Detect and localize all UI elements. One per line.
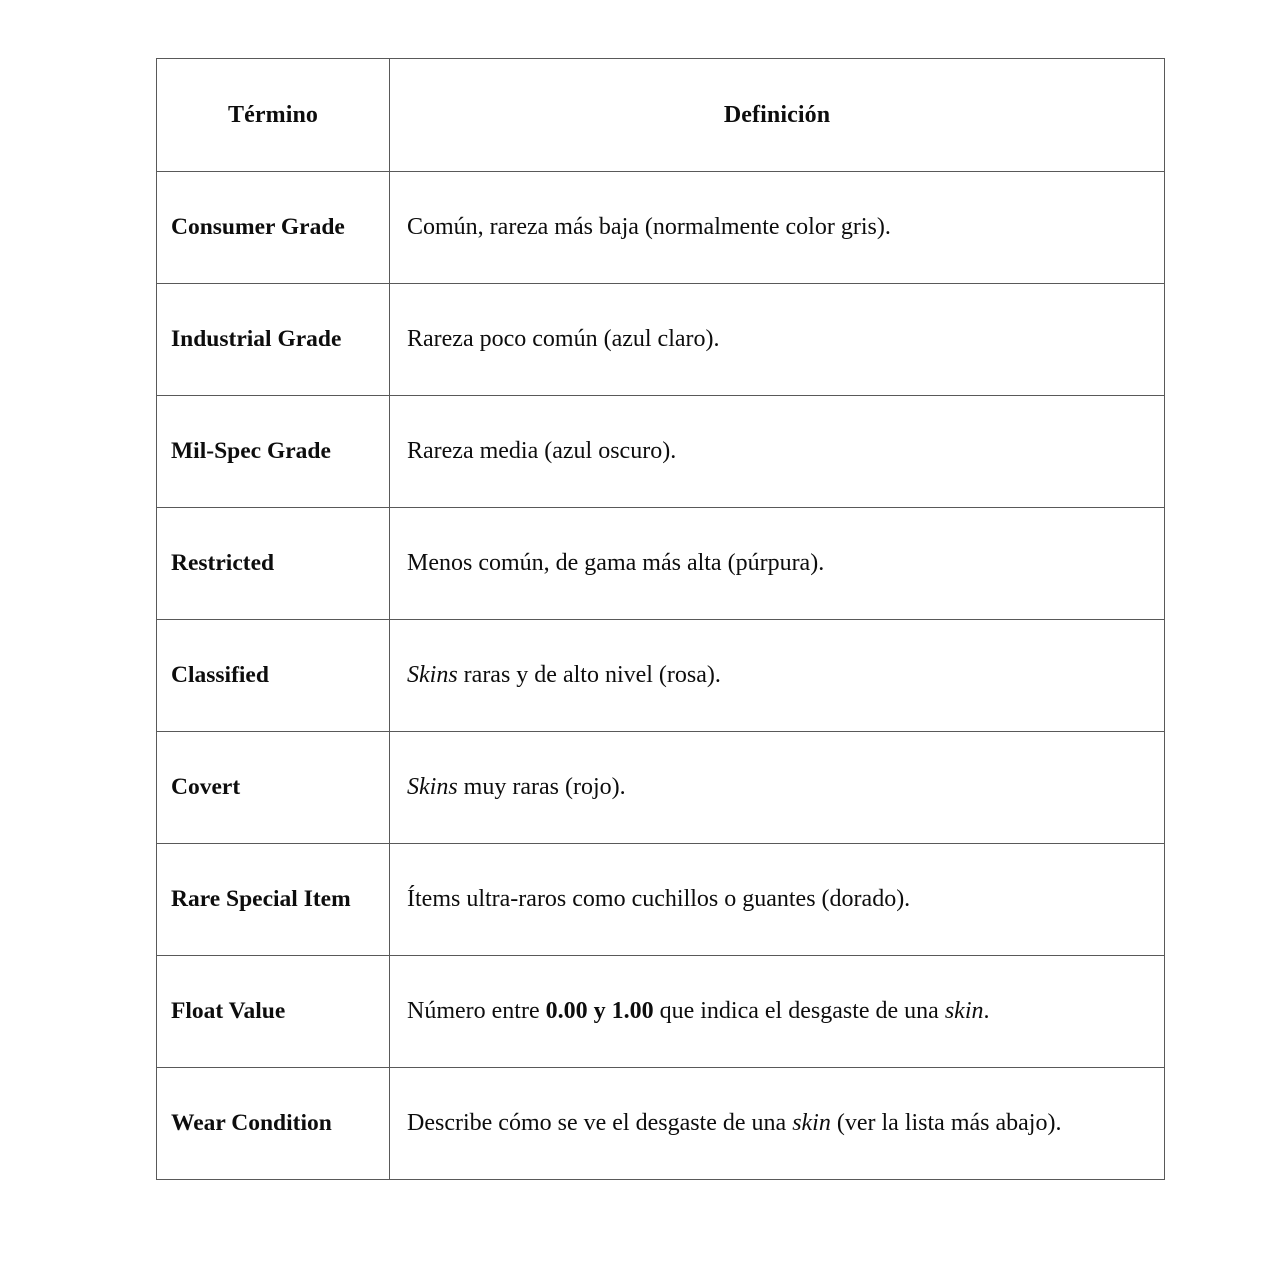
definition-cell (390, 732, 1165, 844)
glossary-table (156, 58, 1165, 1180)
table-row (157, 732, 1165, 844)
column-header-term (157, 59, 390, 172)
definition-text: Común, rareza más baja (normalmente color gris). (407, 213, 891, 240)
table-body (157, 172, 1165, 1180)
column-header-definition-label: Definición (723, 101, 831, 128)
definition-cell (390, 1068, 1165, 1180)
table-row (157, 508, 1165, 620)
definition-text: Rareza poco común (azul claro). (407, 325, 720, 352)
definition-cell (390, 172, 1165, 284)
definition-text-tail: raras y de alto nivel (rosa). (457, 661, 721, 688)
definition-text: Rareza media (azul oscuro). (407, 437, 677, 464)
definition-text-part3: . (983, 997, 990, 1024)
definition-cell (390, 620, 1165, 732)
definition-cell (390, 396, 1165, 508)
table-row (157, 396, 1165, 508)
definition-text (407, 660, 1154, 691)
term-cell: Rare Special Item (157, 844, 390, 956)
definition-emphasis: skin (944, 997, 984, 1024)
definition-text-part2: que indica el desgaste de una (653, 997, 945, 1024)
definition-emphasis: Skins (407, 661, 458, 688)
definition-cell (390, 508, 1165, 620)
definition-text (407, 1108, 1154, 1139)
table-header-row (157, 59, 1165, 172)
definition-text-part1: Número entre (407, 997, 546, 1024)
definition-emphasis: Skins (407, 773, 458, 800)
term-cell: Restricted (157, 508, 390, 620)
definition-cell (390, 956, 1165, 1068)
definition-text-part1: Describe cómo se ve el desgaste de una (407, 1109, 793, 1136)
definition-emphasis: skin (792, 1109, 831, 1136)
table-row (157, 284, 1165, 396)
term-cell: Wear Condition (157, 1068, 390, 1180)
definition-cell (390, 844, 1165, 956)
term-cell: Consumer Grade (157, 172, 390, 284)
definition-text: Menos común, de gama más alta (púrpura). (407, 549, 825, 576)
table-row (157, 844, 1165, 956)
definition-text (407, 772, 1154, 803)
table-row (157, 1068, 1165, 1180)
table-row (157, 172, 1165, 284)
definition-text-part2: (ver la lista más abajo). (830, 1109, 1062, 1136)
term-cell: Covert (157, 732, 390, 844)
definition-strong: 0.00 y 1.00 (545, 997, 654, 1024)
table-row (157, 620, 1165, 732)
definition-cell (390, 284, 1165, 396)
table-row (157, 956, 1165, 1068)
term-cell: Industrial Grade (157, 284, 390, 396)
term-cell: Classified (157, 620, 390, 732)
definition-text: Ítems ultra-raros como cuchillos o guantes (dorado). (407, 885, 911, 912)
column-header-term-label: Término (227, 101, 319, 128)
definition-text-tail: muy raras (rojo). (457, 773, 626, 800)
term-cell: Float Value (157, 956, 390, 1068)
definition-text (407, 996, 1154, 1027)
term-cell: Mil-Spec Grade (157, 396, 390, 508)
column-header-definition (390, 59, 1165, 172)
